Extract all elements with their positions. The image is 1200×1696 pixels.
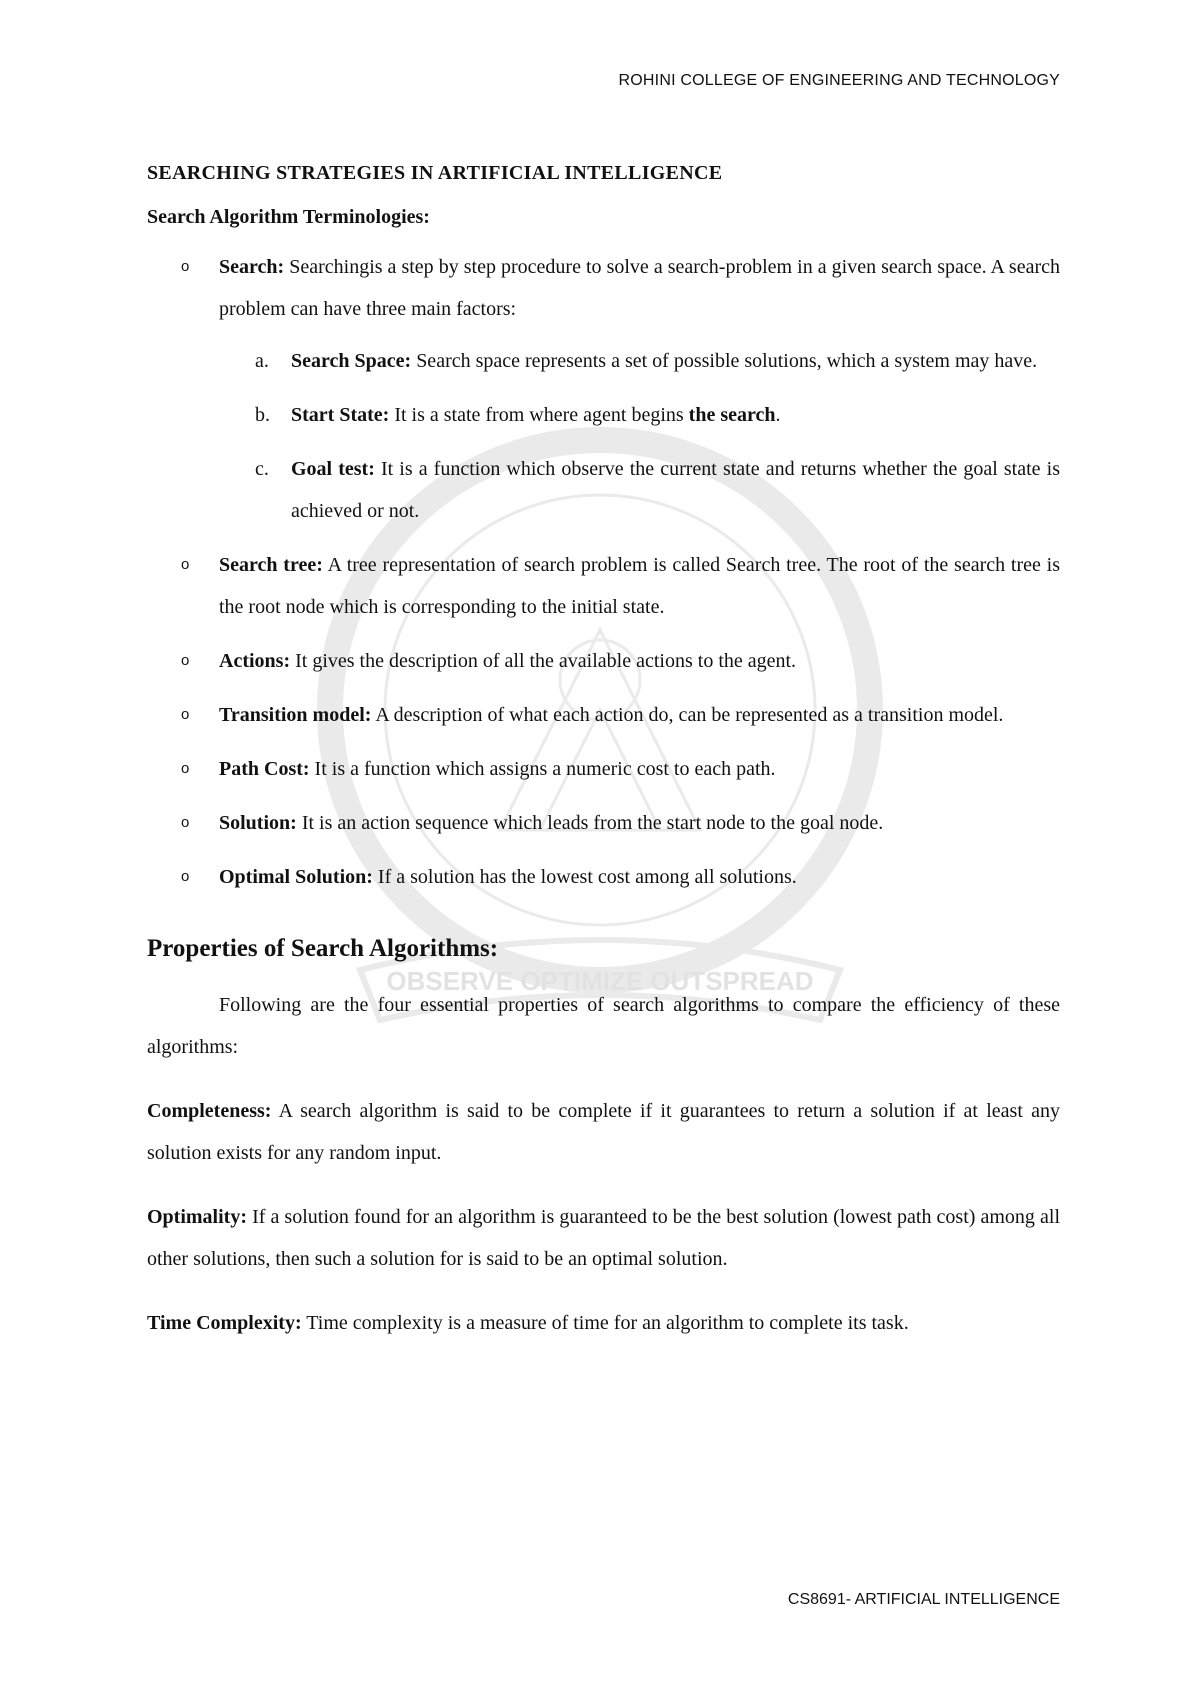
- term-label: Search Space:: [291, 350, 412, 372]
- list-item: [147, 748, 1060, 790]
- page-title: SEARCHING STRATEGIES IN ARTIFICIAL INTELLIGENCE: [147, 162, 723, 184]
- watermark-motto: OBSERVE OPTIMIZE OUTSPREAD: [386, 966, 814, 996]
- section-heading: Properties of Search Algorithms:: [147, 935, 499, 962]
- intro-paragraph: Following are the four essential properties of search algorithms to compare the efficiency of these algorithms:: [147, 994, 1060, 1058]
- term-description-tail: .: [775, 404, 781, 426]
- bullet-icon: o: [181, 760, 190, 777]
- term-description: A tree representation of search problem is called Search tree. The root of the search tree is the root node which is corresponding to the initial state.: [219, 554, 1060, 618]
- bullet-icon: o: [181, 814, 190, 831]
- property-label: Optimality:: [147, 1206, 247, 1228]
- list-item: [147, 856, 1060, 898]
- term-label: Actions:: [219, 650, 291, 672]
- page-footer: CS8691- ARTIFICIAL INTELLIGENCE: [787, 1591, 1060, 1608]
- term-description: It gives the description of all the available actions to the agent.: [290, 650, 797, 672]
- list-marker: b.: [255, 404, 270, 426]
- term-label: Search tree:: [219, 554, 323, 576]
- list-item: [147, 246, 1060, 532]
- term-description: It is a function which assigns a numeric cost to each path.: [309, 758, 776, 780]
- term-description: It is a function which observe the current state and returns whether the goal state is achieved or not.: [291, 458, 1060, 522]
- term-label: Start State:: [291, 404, 390, 426]
- bullet-icon: o: [181, 556, 190, 573]
- bullet-icon: o: [181, 652, 190, 669]
- term-emphasis: the search: [688, 404, 776, 426]
- term-description: A description of what each action do, can be represented as a transition model.: [371, 704, 1004, 726]
- term-label: Transition model:: [219, 704, 372, 726]
- term-description: Searchingis a step by step procedure to solve a search-problem in a given search space. A search problem can have three main factors:: [219, 256, 1060, 320]
- property-description: Time complexity is a measure of time for an algorithm to complete its task.: [301, 1312, 909, 1334]
- list-marker: c.: [255, 458, 269, 480]
- property-paragraph: [147, 1196, 1060, 1280]
- bullet-icon: o: [181, 868, 190, 885]
- property-label: Time Complexity:: [147, 1312, 302, 1334]
- page-content: [147, 158, 1060, 1366]
- property-description: A search algorithm is said to be complete if it guarantees to return a solution if at least any solution exists for any random input.: [147, 1100, 1060, 1164]
- list-item: [219, 448, 1060, 532]
- bullet-icon: o: [181, 258, 190, 275]
- page-header: ROHINI COLLEGE OF ENGINEERING AND TECHNOLOGY: [618, 72, 1060, 89]
- property-label: Completeness:: [147, 1100, 272, 1122]
- term-label: Search:: [219, 256, 285, 278]
- term-label: Goal test:: [291, 458, 375, 480]
- term-label: Solution:: [219, 812, 297, 834]
- term-description: Search space represents a set of possible solutions, which a system may have.: [411, 350, 1038, 372]
- bullet-icon: o: [181, 706, 190, 723]
- term-description: If a solution has the lowest cost among all solutions.: [372, 866, 797, 888]
- term-description: It is an action sequence which leads from the start node to the goal node.: [296, 812, 884, 834]
- list-item: [147, 694, 1060, 736]
- list-marker: a.: [255, 350, 269, 372]
- property-paragraph: [147, 1302, 1060, 1344]
- term-label: Optimal Solution:: [219, 866, 373, 888]
- list-item: [147, 544, 1060, 628]
- list-item: [219, 394, 1060, 436]
- term-description: It is a state from where agent begins: [389, 404, 689, 426]
- term-label: Path Cost:: [219, 758, 310, 780]
- terminology-list: [147, 246, 1060, 898]
- section-subtitle: Search Algorithm Terminologies:: [147, 206, 430, 228]
- property-description: If a solution found for an algorithm is guaranteed to be the best solution (lowest path cost) among all other solutions, then such a solution for is said to be an optimal solution.: [147, 1206, 1060, 1270]
- list-item: [147, 802, 1060, 844]
- factor-list: [219, 340, 1060, 532]
- list-item: [147, 640, 1060, 682]
- list-item: [219, 340, 1060, 382]
- property-paragraph: [147, 1090, 1060, 1174]
